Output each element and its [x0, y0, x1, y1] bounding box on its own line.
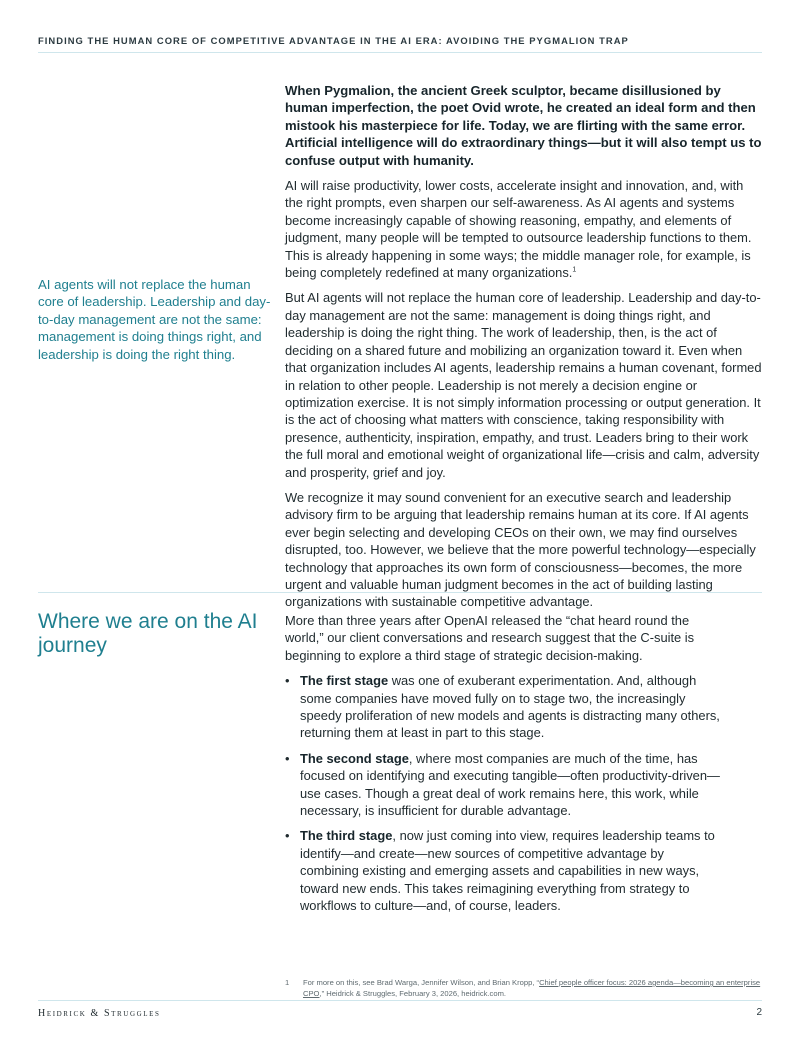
- intro-body: [285, 82, 763, 619]
- list-item: [285, 672, 725, 742]
- footnote-number: 1: [285, 978, 290, 987]
- footnote: [285, 977, 763, 999]
- stage-list: [285, 672, 725, 914]
- footnote-text-before: For more on this, see Brad Warga, Jennifer Wilson, and Brian Kropp, “: [303, 978, 540, 987]
- section-intro: More than three years after OpenAI released the “chat heard round the world,” our client conversations and research suggest that the C-suite is beginning to explore a third stage of strategic decision-making.: [285, 613, 695, 663]
- footer-divider: [38, 1000, 762, 1001]
- stage-text: , where most companies are much of the time, has focused on identifying and executing tangible—often productivity-driven—use cases. Though a great deal of work remains here, this work, while necessary, is insufficient for durable advantage.: [300, 750, 720, 819]
- body-paragraph-1: [285, 177, 763, 281]
- stage-label: The second stage: [300, 750, 409, 766]
- footnote-text-after: ,” Heidrick & Struggles, February 3, 2026, heidrick.com.: [319, 989, 507, 998]
- pull-quote: AI agents will not replace the human core of leadership. Leadership and day-to-day management are not the same: management is doing things right, and leadership is doing the right thing.: [38, 277, 271, 362]
- footnote-reference: 1: [572, 266, 577, 274]
- list-item: [285, 750, 725, 820]
- stage-text: , now just coming into view, requires leadership teams to identify—and create—new sources of competitive advantage by combining existing and emerging assets and capabilities in new ways, toward new ends. This takes reimagining everything from strategy to workflows to culture—and, of course, leaders.: [300, 828, 715, 914]
- section-heading: Where we are on the AI journey: [38, 610, 258, 657]
- section-divider: [38, 592, 762, 593]
- header-divider: [38, 52, 762, 53]
- footnote-link[interactable]: Chief people officer focus: 2026 agenda—becoming an enterprise CPO: [303, 978, 761, 998]
- section-body: [285, 612, 725, 923]
- list-item: [285, 827, 725, 914]
- stage-label: The third stage: [300, 828, 393, 844]
- stage-text: was one of exuberant experimentation. And, although some companies have moved fully on to stage two, the increasingly speedy proliferation of new models and agents is distracting many others, returning them at least in part to this stage.: [300, 673, 720, 741]
- company-logo: Heidrick & Struggles: [38, 1008, 161, 1019]
- lead-paragraph: When Pygmalion, the ancient Greek sculptor, became disillusioned by human imperfection, the poet Ovid wrote, he created an ideal form and then mistook his masterpiece for life. Today, we are flirting with the same error. Artificial intelligence will do extraordinary things—but it will also tempt us to confuse output with humanity.: [285, 83, 762, 168]
- body-paragraph-3: We recognize it may sound convenient for an executive search and leadership advisory firm to be arguing that leadership remains human at its core. If AI agents ever begin selecting and developing CEOs on their own, we may find ourselves disrupted, too. However, we believe that the more powerful technology—especially technology that approaches its own form of consciousness—becomes, the more urgent and valuable human judgment becomes in the act of building lasting organizations with sustainable competitive advantage.: [285, 489, 756, 610]
- running-header: FINDING THE HUMAN CORE OF COMPETITIVE ADVANTAGE IN THE AI ERA: AVOIDING THE PYGMALION TRAP: [38, 35, 629, 46]
- stage-label: The first stage: [300, 673, 389, 689]
- body-paragraph-1-text: AI will raise productivity, lower costs, accelerate insight and innovation, and, with the right prompts, even sharpen our self-awareness. As AI agents and systems become increasingly capable of showing reasoning, empathy, and elements of judgment, many people will be tempted to outsource leadership functions to them. This is already happening in some ways; the middle manager role, for example, is being completely redefined at many organizations.: [285, 178, 752, 281]
- page-number: 2: [756, 1007, 762, 1018]
- body-paragraph-2: But AI agents will not replace the human core of leadership. Leadership and day-to-day management are not the same: management is doing things right, and leadership is doing the right thing. The work of leadership, then, is the act of deciding on a shared future and mobilizing an organization toward it. Even when that organization includes AI agents, leadership remains a human covenant, formed in relation to other people. Leadership is not merely a decision engine or optimization exercise. It is not simply information processing or output generation. It is the act of choosing what matters with conscience, taking responsibility with presence, authenticity, inspiration, empathy, and trust. Leaders bring to their work the full moral and emotional weight of organizational life—crisis and calm, adversity and prosperity, grief and joy.: [285, 290, 762, 480]
- footnote-text: [303, 977, 763, 999]
